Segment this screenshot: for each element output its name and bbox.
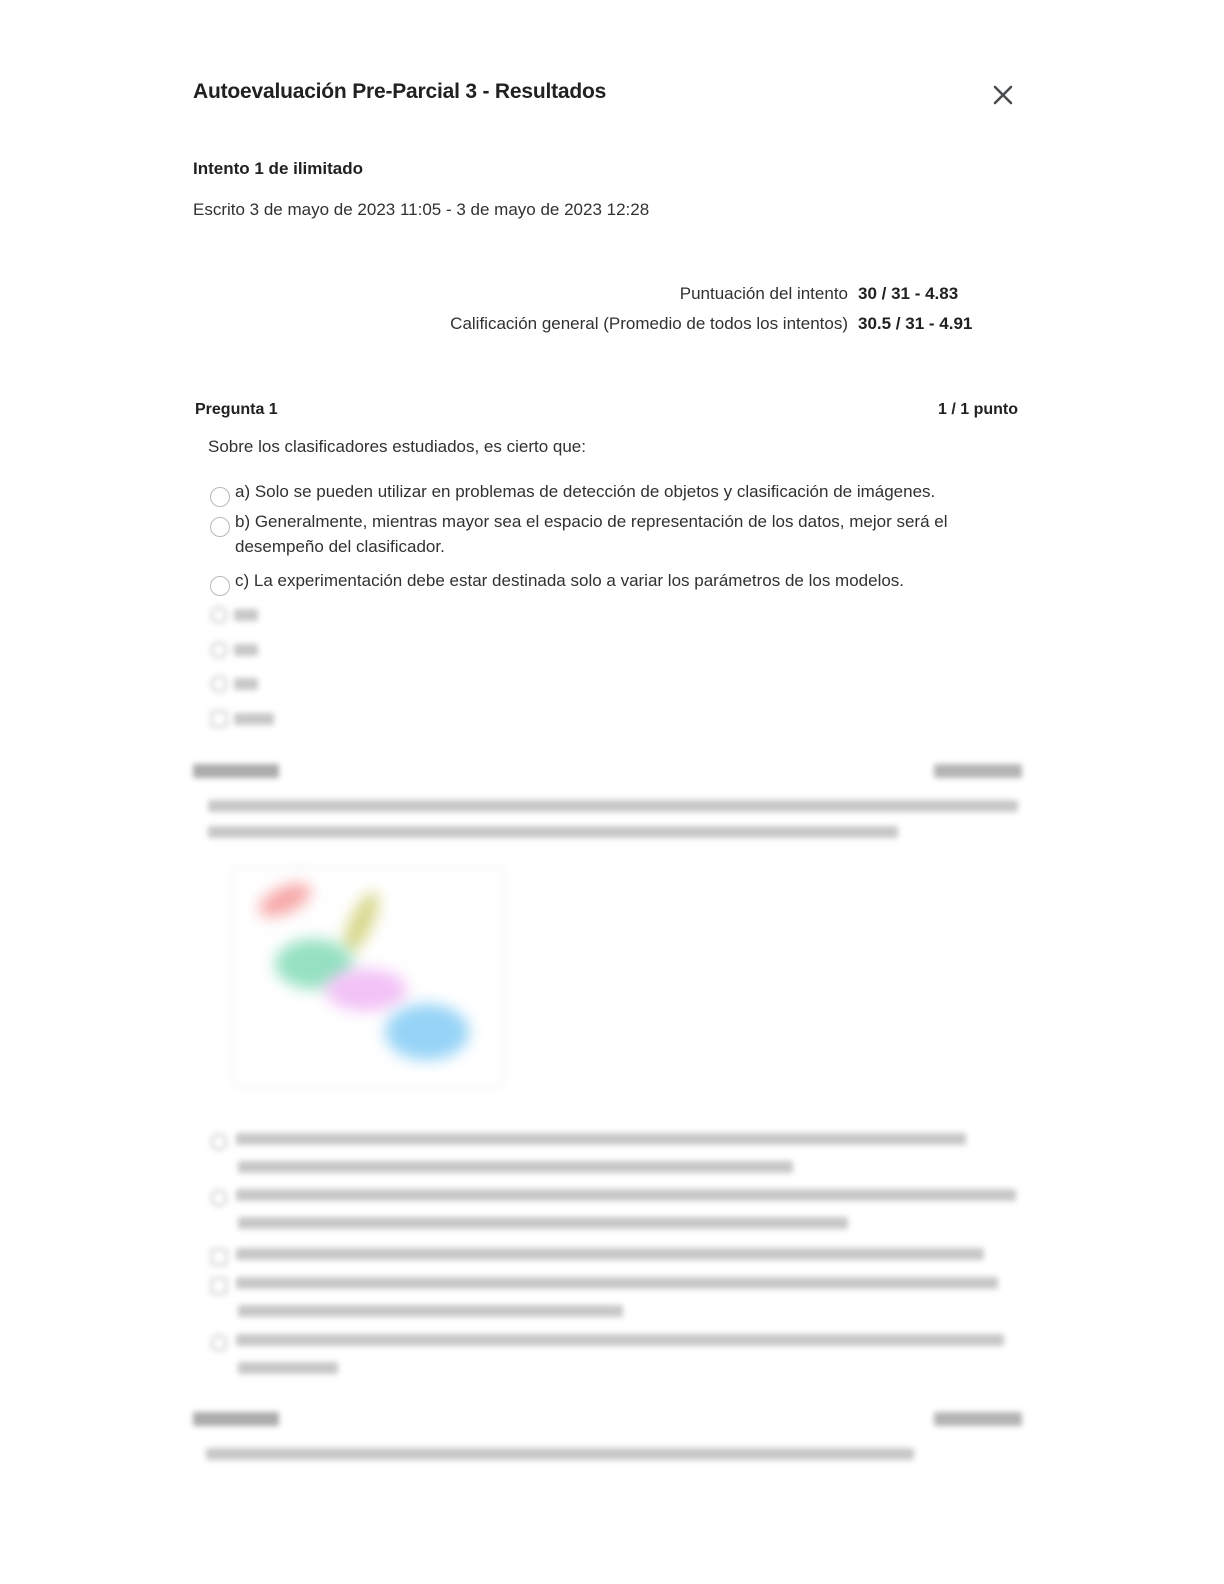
redacted-option [210,1248,984,1266]
answer-option[interactable] [210,509,970,559]
answer-option-label: c) La experimentación debe estar destinada solo a variar los parámetros de los modelos. [235,571,905,590]
redacted-option [210,710,274,728]
answer-option-label: a) Solo se pueden utilizar en problemas de detección de objetos y clasificación de imágenes. [235,482,936,501]
radio-button[interactable] [210,576,230,596]
question-header [195,401,1018,419]
question-title: Pregunta 1 [195,401,278,418]
redacted-option [210,641,258,659]
attempt-label: Intento 1 de ilimitado [193,159,364,178]
redacted-option [210,1277,998,1317]
attempt-score-row [680,284,978,304]
cluster-magenta [325,969,407,1011]
redacted-option [210,606,258,624]
overall-grade-value: 30.5 / 31 - 4.91 [858,314,973,333]
attempt-written-date: Escrito 3 de mayo de 2023 11:05 - 3 de mayo de 2023 12:28 [193,200,650,219]
overall-grade-row [450,314,978,334]
answer-option-label: b) Generalmente, mientras mayor sea el espacio de representación de los datos, mejor será el desempeño del clasificador. [235,512,948,556]
close-icon[interactable] [990,82,1016,108]
redacted-prompt-line [206,1448,914,1460]
answer-option[interactable] [210,479,970,507]
redacted-option [210,1189,1016,1229]
redacted-scatter-image [232,866,504,1088]
page-title: Autoevaluación Pre-Parcial 3 - Resultados [193,80,607,103]
radio-button[interactable] [210,487,230,507]
cluster-blue [385,1004,469,1060]
answer-option[interactable] [210,568,970,596]
question-prompt: Sobre los clasificadores estudiados, es cierto que: [208,437,586,456]
redacted-question-title [193,764,279,778]
question-points: 1 / 1 punto [938,401,1018,418]
redacted-prompt-line [208,826,898,838]
cluster-red [254,876,316,923]
redacted-question-title [193,1412,279,1426]
redacted-option [210,1334,1004,1374]
redacted-prompt-line [208,800,1018,812]
score-value: 30 / 31 - 4.83 [858,284,959,303]
radio-button[interactable] [210,517,230,537]
redacted-option [210,675,258,693]
redacted-option [210,1133,966,1173]
overall-grade-label: Calificación general (Promedio de todos los intentos) [450,314,848,333]
redacted-question-points [934,764,1022,778]
score-label: Puntuación del intento [679,284,848,303]
redacted-question-points [934,1412,1022,1426]
